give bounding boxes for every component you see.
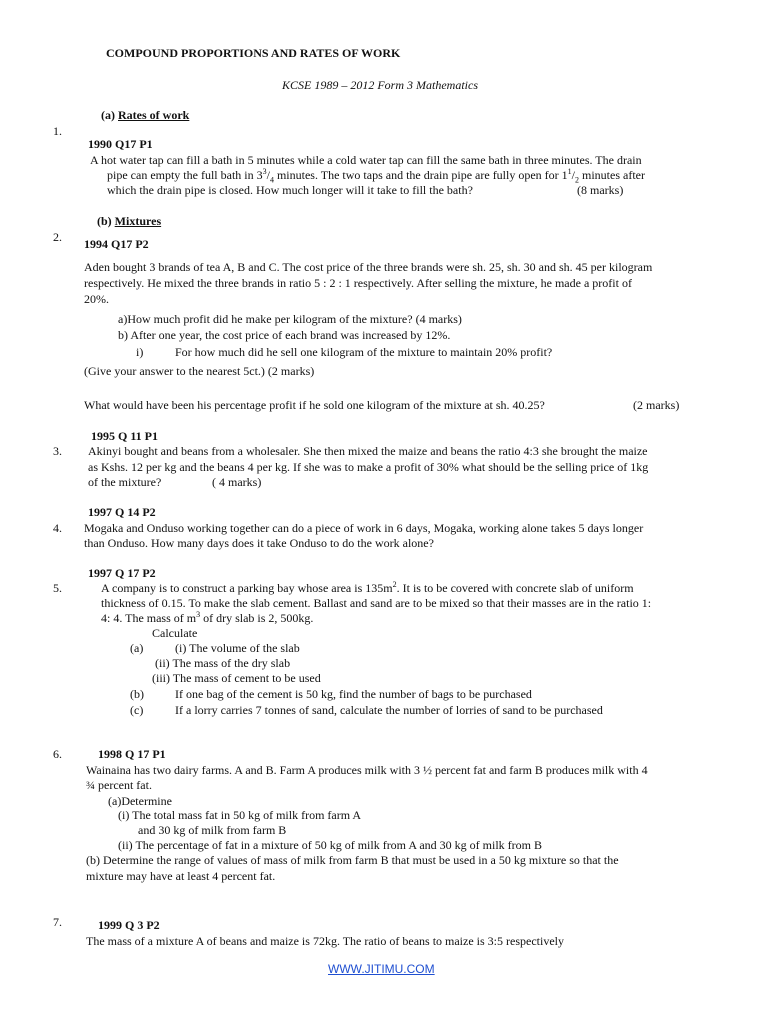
question-6-part-a-ii: (ii) The percentage of fat in a mixture of 50 kg of milk from A and 30 kg of milk from B (118, 838, 543, 852)
question-4-number: 4. (53, 521, 62, 535)
question-2-percentage: What would have been his percentage profit if he sold one kilogram of the mixture at sh. 40.25? (84, 398, 545, 412)
section-a-title: Rates of work (118, 108, 190, 122)
question-3-line-2: as Kshs. 12 per kg and the beans 4 per kg. If she was to make a profit of 30% what should be the selling price of 1kg (88, 460, 649, 474)
question-7-ref: 1999 Q 3 P2 (98, 918, 160, 932)
question-5-part-b-label: (b) (130, 687, 144, 701)
question-3-line-1: Akinyi bought and beans from a wholesaler. She then mixed the maize and beans the ratio 4:3 she brought the maize (88, 444, 648, 458)
question-5-part-a-i: (i) The volume of the slab (175, 641, 300, 655)
question-2-line-2: respectively. He mixed the three brands in ratio 5 : 2 : 1 respectively. After selling the mixture, he made a profit of (84, 276, 632, 290)
section-a-heading (101, 108, 189, 123)
question-5-part-a-iii: (iii) The mass of cement to be used (152, 671, 321, 685)
question-6-part-a-i-2: and 30 kg of milk from farm B (138, 823, 287, 837)
question-6-part-b-1: (b) Determine the range of values of mass of milk from farm B that must be used in a 50 kg mixture so that the (86, 853, 619, 867)
section-a-label: (a) (101, 108, 118, 122)
page-title: COMPOUND PROPORTIONS AND RATES OF WORK (106, 46, 401, 60)
question-2-part-b-i-label: i) (136, 345, 144, 359)
question-5-line-3: 4: 4. The mass of $m^3$ of dry slab is 2, 500kg. (101, 610, 314, 625)
section-b-label: (b) (97, 214, 115, 228)
question-2-give-answer: (Give your answer to the nearest 5ct.) (2 marks) (84, 364, 315, 378)
footer-link[interactable]: WWW.JITIMU.COM (328, 962, 435, 976)
question-7-line-1: The mass of a mixture A of beans and maize is 72kg. The ratio of beans to maize is 3:5 respectively (86, 934, 564, 948)
fraction-numerator: 3 (262, 167, 267, 176)
question-2-percentage-marks: (2 marks) (633, 398, 680, 412)
question-1-line-3: which the drain pipe is closed. How much longer will it take to fill the bath? (107, 183, 473, 197)
question-5-part-c-label: (c) (130, 703, 144, 717)
question-5-part-a-label: (a) (130, 641, 144, 655)
question-5-line-2: thickness of 0.15. To make the slab cement. Ballast and sand are to be mixed so that their masses are in the ratio 1: (101, 596, 652, 610)
question-5-calculate: Calculate (152, 626, 198, 640)
question-1-ref: 1990 Q17 P1 (88, 137, 153, 151)
question-1-marks: (8 marks) (577, 183, 624, 197)
question-6-line-1: Wainaina has two dairy farms. A and B. Farm A produces milk with 3 ½ percent fat and farm B produces milk with 4 (86, 763, 648, 777)
question-2-part-a: a)How much profit did he make per kilogram of the mixture? (4 marks) (118, 312, 462, 326)
question-6-line-2: ¾ percent fat. (86, 778, 152, 792)
cubed-superscript: 3 (196, 610, 201, 619)
question-6-part-a-i-1: (i) The total mass fat in 50 kg of milk from farm A (118, 808, 362, 822)
question-1-number: 1. (53, 124, 62, 138)
question-3-marks: ( 4 marks) (212, 475, 262, 489)
question-3-ref: 1995 Q 11 P1 (91, 429, 159, 443)
question-3-line-3: of the mixture? (88, 475, 162, 489)
question-3-number: 3. (53, 444, 62, 458)
question-4-line-1: Mogaka and Onduso working together can do a piece of work in 6 days, Mogaka, working alone takes 5 days longer (84, 521, 644, 535)
question-5-part-c: If a lorry carries 7 tonnes of sand, calculate the number of lorries of sand to be purchased (175, 703, 603, 717)
question-4-line-2: than Onduso. How many days does it take Onduso to do the work alone? (84, 536, 434, 550)
question-2-line-3: 20%. (84, 292, 109, 306)
squared-superscript: 2 (392, 580, 397, 589)
question-6-part-a: (a)Determine (108, 794, 172, 808)
question-2-number: 2. (53, 230, 62, 244)
question-6-number: 6. (53, 747, 62, 761)
question-2-part-b-i: For how much did he sell one kilogram of the mixture to maintain 20% profit? (175, 345, 553, 359)
fraction-denominator: 4 (269, 175, 274, 185)
question-5-part-a-ii: (ii) The mass of the dry slab (155, 656, 291, 670)
question-5-line-1: A company is to construct a parking bay whose area is $135m^2$. It is to be covered with concrete slab of uniform (101, 580, 634, 595)
question-5-ref: 1997 Q 17 P2 (88, 566, 156, 580)
question-2-line-1: Aden bought 3 brands of tea A, B and C. The cost price of the three brands were sh. 25, sh. 30 and sh. 45 per kilogram (84, 260, 653, 274)
section-b-heading (97, 214, 161, 229)
question-6-part-b-2: mixture may have at least 4 percent fat. (86, 869, 276, 883)
question-1-line-2: pipe can empty the full bath in $3^3/_4$ minutes. The two taps and the drain pipe are fully open for $1^1/_2$ minutes after (107, 167, 645, 185)
section-b-title: Mixtures (114, 214, 162, 228)
question-7-number: 7. (53, 915, 62, 929)
question-6-ref: 1998 Q 17 P1 (98, 747, 166, 761)
question-5-number: 5. (53, 581, 62, 595)
question-4-ref: 1997 Q 14 P2 (88, 505, 156, 519)
question-2-part-b: b) After one year, the cost price of each brand was increased by 12%. (118, 328, 451, 342)
question-1-line-1: A hot water tap can fill a bath in 5 minutes while a cold water tap can fill the same bath in three minutes. The drain (90, 153, 642, 167)
page-subtitle: KCSE 1989 – 2012 Form 3 Mathematics (282, 78, 478, 92)
question-2-ref: 1994 Q17 P2 (84, 237, 149, 251)
question-5-part-b: If one bag of the cement is 50 kg, find the number of bags to be purchased (175, 687, 532, 701)
